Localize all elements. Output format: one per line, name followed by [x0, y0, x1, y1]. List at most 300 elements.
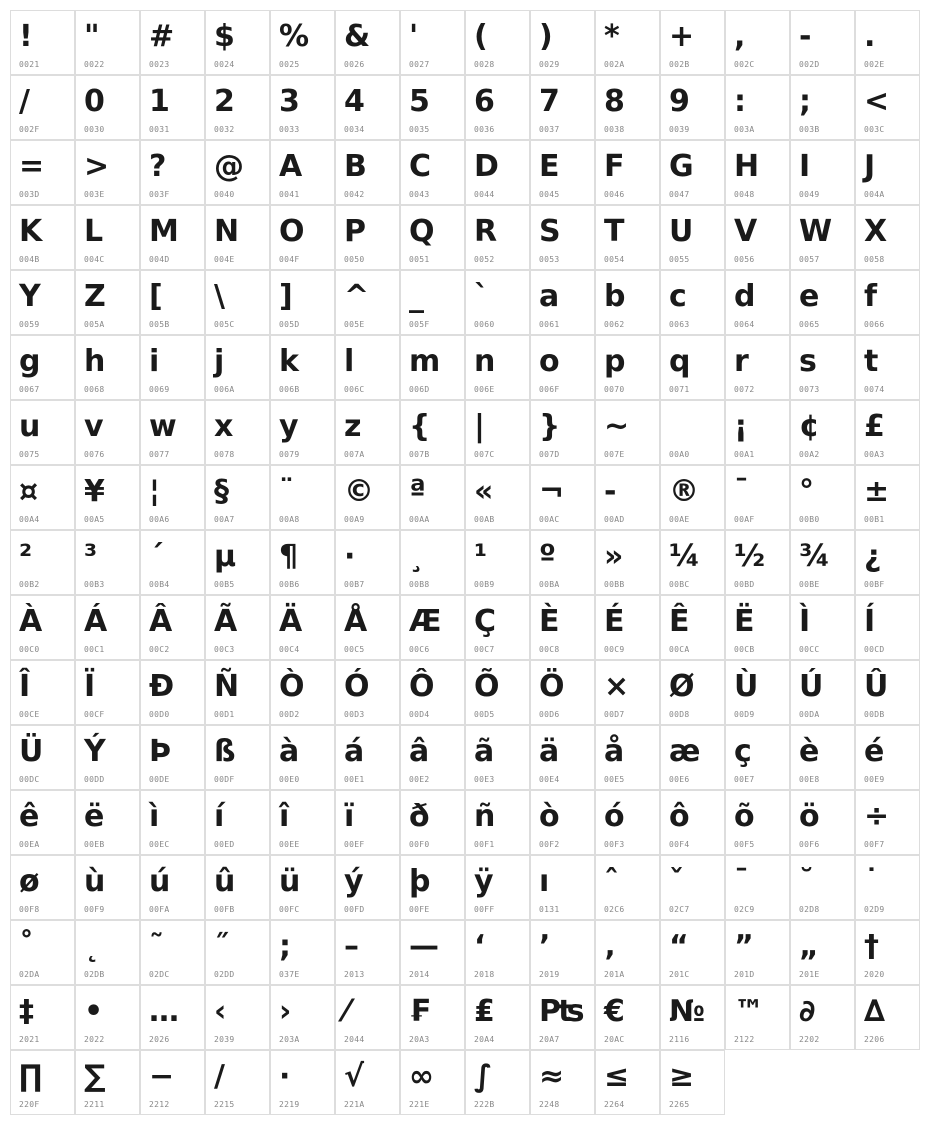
glyph-char: ˚ — [19, 929, 34, 964]
glyph-char: « — [474, 474, 494, 509]
glyph-cell — [335, 790, 400, 855]
glyph-cell — [660, 75, 725, 140]
glyph-char: Ì — [799, 604, 811, 639]
glyph-cell — [75, 75, 140, 140]
glyph-char: ´ — [149, 539, 164, 574]
glyph-cell — [790, 75, 855, 140]
glyph-code: 00F9 — [84, 905, 105, 914]
glyph-cell — [855, 530, 920, 595]
glyph-code: 02DA — [19, 970, 40, 979]
glyph-char: Æ — [409, 604, 442, 639]
glyph-code: 0026 — [344, 60, 365, 69]
glyph-cell — [10, 1050, 75, 1115]
glyph-cell — [790, 660, 855, 725]
glyph-cell — [465, 205, 530, 270]
glyph-cell — [465, 465, 530, 530]
glyph-char: ¿ — [864, 539, 882, 574]
glyph-char: ¾ — [799, 539, 831, 574]
glyph-code: 0131 — [539, 905, 560, 914]
glyph-cell — [465, 1050, 530, 1115]
glyph-code: 00CB — [734, 645, 755, 654]
glyph-char: Ï — [84, 669, 96, 704]
glyph-cell — [400, 855, 465, 920]
glyph-cell — [335, 725, 400, 790]
glyph-code: 004F — [279, 255, 300, 264]
glyph-code: 004D — [149, 255, 170, 264]
glyph-char: N — [214, 214, 240, 249]
glyph-code: 0075 — [19, 450, 40, 459]
glyph-cell — [530, 75, 595, 140]
glyph-char: m — [409, 344, 441, 379]
glyph-cell — [140, 465, 205, 530]
glyph-cell — [270, 530, 335, 595]
glyph-char: O — [279, 214, 305, 249]
glyph-code: 02C6 — [604, 905, 625, 914]
glyph-char: o — [539, 344, 560, 379]
glyph-code: 2122 — [734, 1035, 755, 1044]
glyph-code: 0022 — [84, 60, 105, 69]
glyph-char: 3 — [279, 84, 300, 119]
glyph-cell — [660, 920, 725, 985]
glyph-code: 00AB — [474, 515, 495, 524]
glyph-code: 0038 — [604, 125, 625, 134]
glyph-code: 00E6 — [669, 775, 690, 784]
glyph-char: u — [19, 409, 41, 444]
glyph-code: 002F — [19, 125, 40, 134]
glyph-char: ₧ — [539, 994, 585, 1029]
glyph-cell — [465, 75, 530, 140]
glyph-code: 0043 — [409, 190, 430, 199]
glyph-cell — [335, 10, 400, 75]
glyph-char: ˛ — [84, 929, 99, 964]
glyph-code: 00D4 — [409, 710, 430, 719]
glyph-cell — [400, 725, 465, 790]
glyph-char: . — [864, 19, 876, 54]
glyph-char: Ã — [214, 604, 238, 639]
glyph-code: 007E — [604, 450, 625, 459]
glyph-code: 005F — [409, 320, 430, 329]
glyph-cell — [530, 270, 595, 335]
glyph-char: d — [734, 279, 756, 314]
glyph-char: ø — [19, 864, 40, 899]
glyph-cell — [855, 465, 920, 530]
glyph-char: ê — [19, 799, 40, 834]
glyph-cell — [205, 335, 270, 400]
glyph-char: Ö — [539, 669, 565, 704]
glyph-code: 00C8 — [539, 645, 560, 654]
glyph-cell — [595, 400, 660, 465]
glyph-code: 00A4 — [19, 515, 40, 524]
glyph-cell — [530, 1050, 595, 1115]
glyph-cell — [595, 985, 660, 1050]
glyph-char: / — [19, 84, 30, 119]
glyph-code: 00F3 — [604, 840, 625, 849]
glyph-char: Ó — [344, 669, 370, 704]
glyph-code: 2014 — [409, 970, 430, 979]
glyph-code: 2026 — [149, 1035, 170, 1044]
glyph-code: 20AC — [604, 1035, 625, 1044]
glyph-char: J — [864, 149, 876, 184]
glyph-code: 201A — [604, 970, 625, 979]
glyph-code: 00E5 — [604, 775, 625, 784]
glyph-char: ÿ — [474, 864, 494, 899]
glyph-code: 005D — [279, 320, 300, 329]
glyph-cell — [75, 595, 140, 660]
glyph-code: 002E — [864, 60, 885, 69]
glyph-cell — [790, 400, 855, 465]
glyph-char: Ü — [19, 734, 44, 769]
glyph-code: 004B — [19, 255, 40, 264]
glyph-char: £ — [864, 409, 885, 444]
glyph-char: ˇ — [669, 864, 684, 899]
glyph-cell — [270, 855, 335, 920]
glyph-code: 00FB — [214, 905, 235, 914]
glyph-code: 006B — [279, 385, 300, 394]
glyph-char: 2 — [214, 84, 235, 119]
glyph-char: ” — [734, 929, 754, 964]
glyph-char: ‚ — [604, 929, 616, 964]
glyph-code: 00B6 — [279, 580, 300, 589]
glyph-code: 00E8 — [799, 775, 820, 784]
glyph-cell — [530, 140, 595, 205]
glyph-code: 0061 — [539, 320, 560, 329]
glyph-cell — [595, 465, 660, 530]
glyph-char: † — [864, 929, 879, 964]
glyph-code: 00A0 — [669, 450, 690, 459]
glyph-cell — [465, 270, 530, 335]
glyph-char: ì — [149, 799, 160, 834]
glyph-char: x — [214, 409, 234, 444]
glyph-cell — [725, 530, 790, 595]
glyph-char: f — [864, 279, 878, 314]
glyph-code: 00DE — [149, 775, 170, 784]
glyph-cell — [75, 205, 140, 270]
glyph-code: 00A3 — [864, 450, 885, 459]
glyph-cell — [595, 10, 660, 75]
glyph-cell — [790, 920, 855, 985]
glyph-code: 0037 — [539, 125, 560, 134]
glyph-char: l — [344, 344, 355, 379]
glyph-char: ∙ — [279, 1059, 291, 1094]
glyph-code: 00CD — [864, 645, 885, 654]
glyph-cell — [465, 140, 530, 205]
glyph-cell — [595, 790, 660, 855]
glyph-cell — [595, 595, 660, 660]
glyph-char: • — [84, 994, 104, 1029]
glyph-cell — [75, 790, 140, 855]
glyph-code: 00EE — [279, 840, 300, 849]
glyph-cell — [465, 725, 530, 790]
glyph-code: 2248 — [539, 1100, 560, 1109]
glyph-code: 2019 — [539, 970, 560, 979]
glyph-code: 00C4 — [279, 645, 300, 654]
glyph-char: ~ — [604, 409, 630, 444]
glyph-cell — [75, 920, 140, 985]
glyph-char: © — [344, 474, 374, 509]
glyph-code: 00BF — [864, 580, 885, 589]
glyph-cell — [205, 595, 270, 660]
glyph-code: 00B2 — [19, 580, 40, 589]
glyph-char: ‘ — [474, 929, 486, 964]
glyph-char: á — [344, 734, 365, 769]
glyph-code: 005C — [214, 320, 235, 329]
glyph-code: 00AF — [734, 515, 755, 524]
glyph-cell — [10, 270, 75, 335]
glyph-char: É — [604, 604, 625, 639]
glyph-cell — [530, 660, 595, 725]
glyph-char: V — [734, 214, 758, 249]
glyph-code: 00C9 — [604, 645, 625, 654]
glyph-char: ˆ — [604, 864, 619, 899]
glyph-char: à — [279, 734, 300, 769]
glyph-char: Y — [19, 279, 41, 314]
glyph-cell — [855, 75, 920, 140]
glyph-char: ¼ — [669, 539, 701, 574]
glyph-cell — [10, 790, 75, 855]
glyph-char: B — [344, 149, 367, 184]
glyph-code: 007B — [409, 450, 430, 459]
glyph-cell — [530, 855, 595, 920]
glyph-code: 00E1 — [344, 775, 365, 784]
glyph-code: 0062 — [604, 320, 625, 329]
glyph-cell — [10, 985, 75, 1050]
glyph-code: 00BB — [604, 580, 625, 589]
glyph-char: R — [474, 214, 498, 249]
glyph-code: 00F2 — [539, 840, 560, 849]
glyph-code: 0032 — [214, 125, 235, 134]
glyph-char: 7 — [539, 84, 560, 119]
glyph-char: Q — [409, 214, 435, 249]
glyph-code: 2202 — [799, 1035, 820, 1044]
glyph-char: @ — [214, 149, 244, 184]
glyph-cell — [530, 725, 595, 790]
glyph-code: 0039 — [669, 125, 690, 134]
glyph-char: ð — [409, 799, 430, 834]
glyph-cell — [335, 660, 400, 725]
glyph-cell — [465, 335, 530, 400]
glyph-code: 00CA — [669, 645, 690, 654]
glyph-char: : — [734, 84, 746, 119]
glyph-cell — [10, 400, 75, 465]
glyph-code: 004C — [84, 255, 105, 264]
glyph-cell — [400, 465, 465, 530]
glyph-char: â — [409, 734, 430, 769]
glyph-cell — [465, 790, 530, 855]
glyph-cell — [855, 855, 920, 920]
glyph-code: 00E0 — [279, 775, 300, 784]
glyph-code: 00B3 — [84, 580, 105, 589]
glyph-cell — [75, 660, 140, 725]
glyph-code: 00BA — [539, 580, 560, 589]
glyph-code: 0064 — [734, 320, 755, 329]
glyph-char: õ — [734, 799, 755, 834]
glyph-code: 02DD — [214, 970, 235, 979]
glyph-char: ç — [734, 734, 752, 769]
glyph-code: 00AA — [409, 515, 430, 524]
glyph-char: j — [214, 344, 225, 379]
glyph-code: 0069 — [149, 385, 170, 394]
glyph-code: 20A4 — [474, 1035, 495, 1044]
glyph-char: ý — [344, 864, 364, 899]
glyph-char: ¯ — [734, 474, 749, 509]
glyph-code: 0053 — [539, 255, 560, 264]
glyph-cell — [595, 660, 660, 725]
glyph-char: Ç — [474, 604, 497, 639]
glyph-char: Û — [864, 669, 889, 704]
glyph-char: ë — [84, 799, 105, 834]
glyph-code: 0067 — [19, 385, 40, 394]
glyph-code: 002D — [799, 60, 820, 69]
glyph-cell — [270, 790, 335, 855]
glyph-code: 2020 — [864, 970, 885, 979]
glyph-code: 003B — [799, 125, 820, 134]
glyph-cell — [10, 595, 75, 660]
glyph-cell — [725, 595, 790, 660]
glyph-code: 005A — [84, 320, 105, 329]
glyph-cell — [790, 140, 855, 205]
glyph-code: 00A5 — [84, 515, 105, 524]
glyph-char: c — [669, 279, 687, 314]
glyph-code: 0028 — [474, 60, 495, 69]
glyph-code: 0047 — [669, 190, 690, 199]
glyph-code: 00C0 — [19, 645, 40, 654]
glyph-code: 0055 — [669, 255, 690, 264]
glyph-code: 0056 — [734, 255, 755, 264]
glyph-code: 00AD — [604, 515, 625, 524]
glyph-char: ı — [539, 864, 550, 899]
glyph-cell — [660, 1050, 725, 1115]
glyph-char: Ô — [409, 669, 435, 704]
glyph-char: › — [279, 994, 292, 1029]
glyph-cell — [335, 335, 400, 400]
glyph-code: 0063 — [669, 320, 690, 329]
glyph-char: ô — [669, 799, 690, 834]
glyph-cell — [595, 530, 660, 595]
glyph-char: 8 — [604, 84, 625, 119]
glyph-code: 00CC — [799, 645, 820, 654]
glyph-code: 0030 — [84, 125, 105, 134]
glyph-char: ± — [864, 474, 890, 509]
glyph-char: h — [84, 344, 106, 379]
glyph-char: ™ — [734, 994, 764, 1029]
glyph-code: 003D — [19, 190, 40, 199]
glyph-cell — [855, 10, 920, 75]
glyph-char: ( — [474, 19, 488, 54]
glyph-code: 0036 — [474, 125, 495, 134]
glyph-cell — [595, 920, 660, 985]
glyph-code: 0021 — [19, 60, 40, 69]
glyph-code: 00FF — [474, 905, 495, 914]
glyph-cell — [10, 725, 75, 790]
glyph-cell — [10, 140, 75, 205]
glyph-code: 00DF — [214, 775, 235, 784]
glyph-cell — [270, 10, 335, 75]
glyph-char: $ — [214, 19, 235, 54]
glyph-char: ò — [539, 799, 560, 834]
glyph-cell — [335, 400, 400, 465]
glyph-cell — [400, 205, 465, 270]
glyph-char: s — [799, 344, 817, 379]
glyph-code: 0068 — [84, 385, 105, 394]
glyph-cell — [270, 140, 335, 205]
glyph-code: 0044 — [474, 190, 495, 199]
glyph-code: 02D9 — [864, 905, 885, 914]
glyph-char: ∂ — [799, 994, 816, 1029]
glyph-code: 201C — [669, 970, 690, 979]
glyph-char: i — [149, 344, 160, 379]
glyph-char: ñ — [474, 799, 496, 834]
glyph-cell — [660, 140, 725, 205]
glyph-cell — [595, 725, 660, 790]
glyph-code: 005E — [344, 320, 365, 329]
glyph-code: 00B5 — [214, 580, 235, 589]
glyph-char: ‡ — [19, 994, 34, 1029]
glyph-char: A — [279, 149, 303, 184]
glyph-code: 0054 — [604, 255, 625, 264]
glyph-code: 00D6 — [539, 710, 560, 719]
glyph-cell — [725, 920, 790, 985]
glyph-char: î — [279, 799, 290, 834]
glyph-char: ’ — [539, 929, 551, 964]
glyph-char: ù — [84, 864, 106, 899]
glyph-char: ö — [799, 799, 820, 834]
glyph-code: 0046 — [604, 190, 625, 199]
glyph-code: 00FD — [344, 905, 365, 914]
glyph-char: ! — [19, 19, 33, 54]
glyph-cell — [465, 10, 530, 75]
glyph-char: " — [84, 19, 100, 54]
glyph-cell — [205, 855, 270, 920]
glyph-char: W — [799, 214, 833, 249]
glyph-char: ∕ — [214, 1059, 225, 1094]
glyph-cell — [530, 400, 595, 465]
glyph-cell — [335, 530, 400, 595]
glyph-cell — [660, 790, 725, 855]
glyph-char: Ù — [734, 669, 759, 704]
glyph-cell — [75, 725, 140, 790]
glyph-code: 00D1 — [214, 710, 235, 719]
glyph-char: M — [149, 214, 179, 249]
glyph-code: 00F7 — [864, 840, 885, 849]
glyph-code: 00C2 — [149, 645, 170, 654]
glyph-char: “ — [669, 929, 689, 964]
glyph-char: – — [344, 929, 359, 964]
glyph-code: 0051 — [409, 255, 430, 264]
glyph-cell — [595, 75, 660, 140]
glyph-char: r — [734, 344, 749, 379]
glyph-char: T — [604, 214, 625, 249]
glyph-cell — [660, 465, 725, 530]
glyph-char: ® — [669, 474, 699, 509]
glyph-cell — [335, 75, 400, 140]
glyph-char: ∞ — [409, 1059, 434, 1094]
glyph-code: 221E — [409, 1100, 430, 1109]
glyph-char: ] — [279, 279, 293, 314]
glyph-cell — [205, 530, 270, 595]
glyph-code: 2116 — [669, 1035, 690, 1044]
glyph-char: ⁄ — [344, 994, 350, 1029]
glyph-cell — [855, 790, 920, 855]
glyph-char: ˙ — [864, 864, 879, 899]
glyph-code: 00D8 — [669, 710, 690, 719]
glyph-char: Á — [84, 604, 108, 639]
glyph-code: 00BC — [669, 580, 690, 589]
glyph-cell — [855, 595, 920, 660]
glyph-char: k — [279, 344, 299, 379]
glyph-cell — [75, 855, 140, 920]
glyph-cell — [270, 335, 335, 400]
glyph-char: ï — [344, 799, 355, 834]
